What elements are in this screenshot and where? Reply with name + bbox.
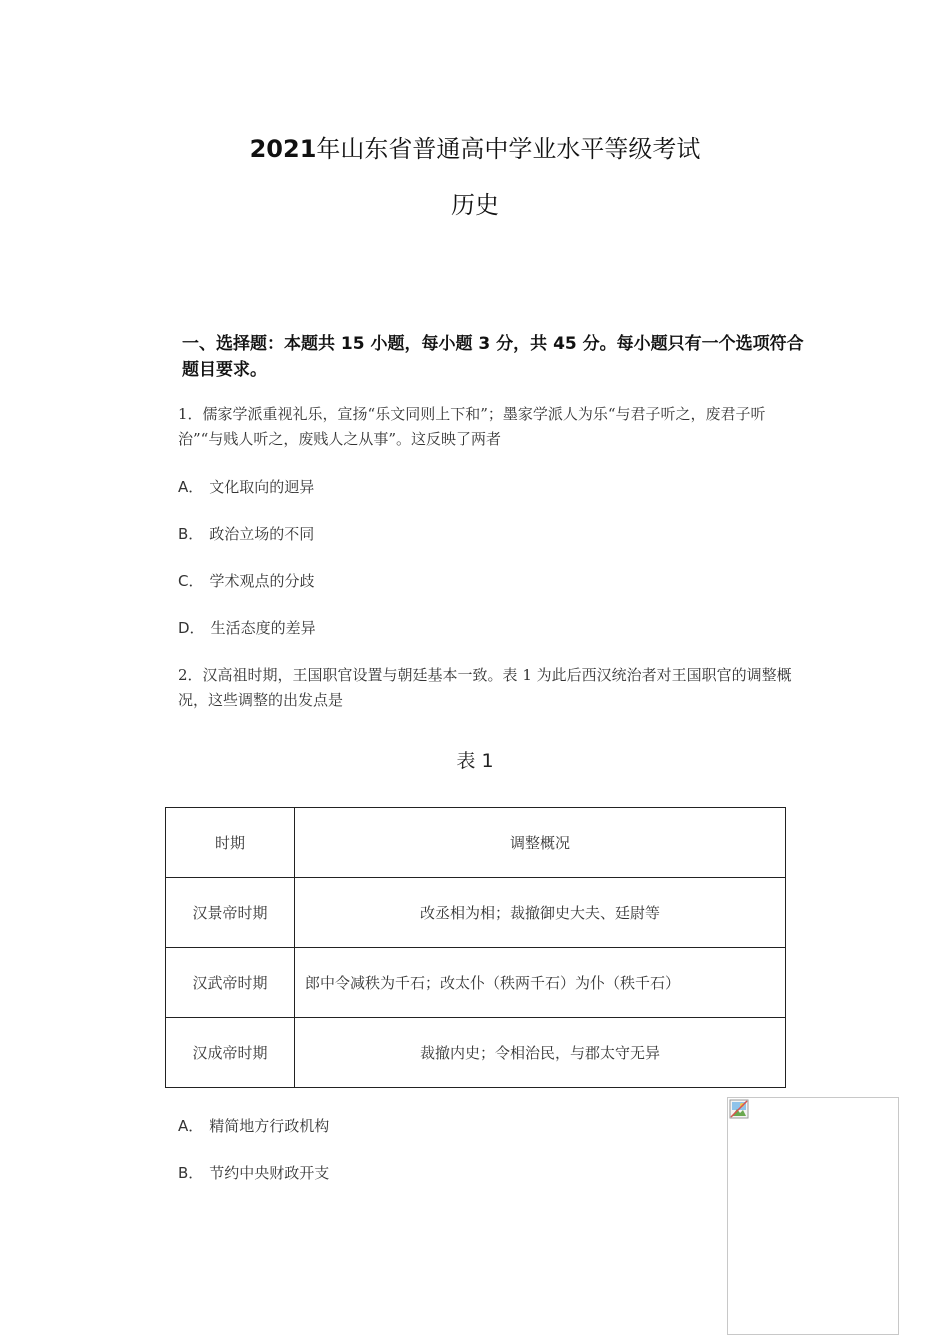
table-cell-period: 汉成帝时期 (166, 1018, 295, 1088)
option-text: 节约中央财政开支 (209, 1164, 330, 1182)
table-cell-period: 汉武帝时期 (166, 948, 295, 1018)
table-row (166, 948, 786, 1018)
table-cell-summary: 改丞相为相；裁撤御史大夫、廷尉等 (295, 878, 786, 948)
exam-title-text: 年山东省普通高中学业水平等级考试 (316, 135, 701, 163)
subject-title: 历史 (451, 191, 499, 219)
option-text: 精简地方行政机构 (209, 1117, 330, 1135)
option-key: A． (178, 1117, 204, 1135)
option-key: D． (178, 619, 205, 637)
table-caption: 表 1 (456, 750, 494, 772)
option-key: C． (178, 572, 204, 590)
table-row (166, 1018, 786, 1088)
table-cell-summary: 裁撤内史；令相治民，与郡太守无异 (295, 1018, 786, 1088)
question-1-option-b (178, 522, 314, 546)
option-text: 文化取向的迥异 (209, 478, 315, 496)
question-1-option-d (178, 616, 316, 640)
option-text: 生活态度的差异 (210, 619, 316, 637)
official-adjustment-table (165, 807, 786, 1088)
broken-image-placeholder (727, 1097, 899, 1335)
table-cell-period: 汉景帝时期 (166, 878, 295, 948)
table-cell-summary: 郎中令减秩为千石；改太仆（秩两千石）为仆（秩千石） (295, 948, 786, 1018)
question-1-option-c (178, 569, 315, 593)
question-2-option-b (178, 1161, 329, 1185)
table-header-summary: 调整概况 (295, 808, 786, 878)
table-row (166, 878, 786, 948)
option-text: 学术观点的分歧 (209, 572, 315, 590)
option-key: A． (178, 478, 204, 496)
exam-title (0, 132, 950, 166)
broken-image-icon (729, 1099, 749, 1119)
option-text: 政治立场的不同 (209, 525, 315, 543)
question-2-stem: 2．汉高祖时期，王国职官设置与朝廷基本一致。表 1 为此后西汉统治者对王国职官的调整概况，这些调整的出发点是 (178, 666, 792, 709)
section-heading: 一、选择题：本题共 15 小题，每小题 3 分，共 45 分。每小题只有一个选项符合题目要求。 (182, 334, 804, 380)
question-2-option-a (178, 1114, 329, 1138)
question-1-option-a (178, 475, 314, 499)
exam-title-year: 2021 (249, 135, 317, 163)
question-1-stem: 1．儒家学派重视礼乐，宣扬“乐文同则上下和”；墨家学派人为乐“与君子听之，废君子听治”“与贱人听之，废贱人之从事”。这反映了两者 (178, 405, 766, 448)
table-header-period: 时期 (166, 808, 295, 878)
option-key: B． (178, 1164, 204, 1182)
table-header-row (166, 808, 786, 878)
option-key: B． (178, 525, 204, 543)
